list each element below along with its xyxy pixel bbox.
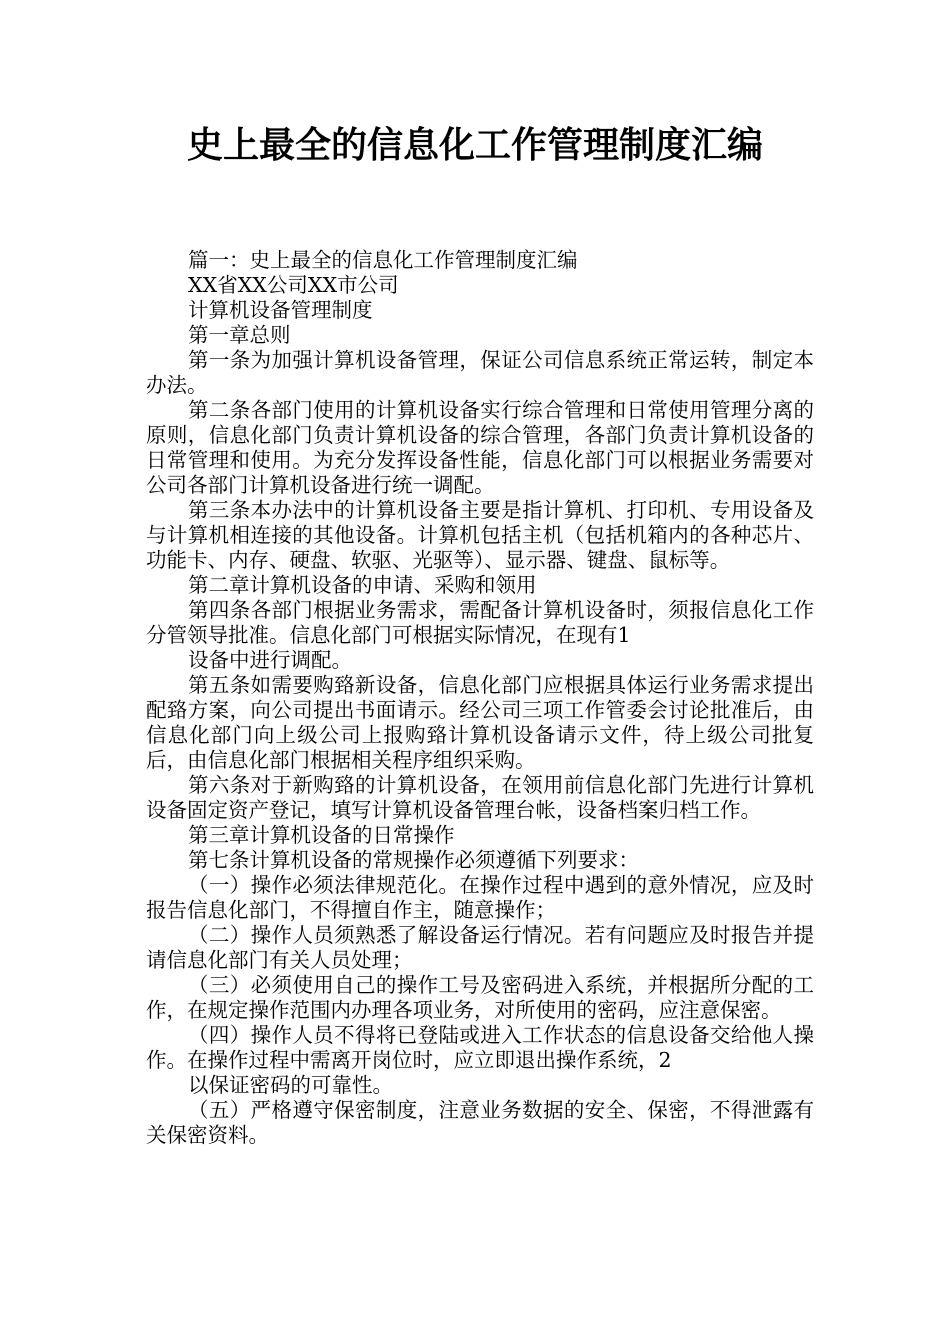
article-paragraph: 第三条本办法中的计算机设备主要是指计算机、打印机、专用设备及与计算机相连接的其他设备。计算机包括主机（包括机箱内的各种芯片、功能卡、内存、硬盘、软驱、光驱等）、显示器、键盘、鼠标等。: [146, 498, 814, 572]
list-item-paragraph: （五）严格遵守保密制度，注意业务数据的安全、保密，不得泄露有关保密资料。: [146, 1098, 814, 1147]
list-item-paragraph: （一）操作必须法律规范化。在操作过程中遇到的意外情况，应及时报告信息化部门，不得擅自作主，随意操作；: [146, 873, 814, 922]
chapter-heading: 第二章计算机设备的申请、采购和领用: [188, 573, 537, 597]
article-paragraph: 第六条对于新购臵的计算机设备，在领用前信息化部门先进行计算机设备固定资产登记，填写计算机设备管理台帐，设备档案归档工作。: [146, 773, 814, 822]
chapter-heading: 第三章计算机设备的日常操作: [188, 823, 455, 847]
regulation-title: 计算机设备管理制度: [188, 298, 373, 322]
article-continuation: 设备中进行调配。: [188, 648, 352, 672]
chapter-heading: 第一章总则: [188, 323, 291, 347]
document-title: 史上最全的信息化工作管理制度汇编: [186, 125, 763, 166]
article-paragraph: 第四条各部门根据业务需求，需配备计算机设备时，须报信息化工作分管领导批准。信息化部门可根据实际情况，在现有1: [146, 598, 814, 647]
article-paragraph: 第二条各部门使用的计算机设备实行综合管理和日常使用管理分离的原则，信息化部门负责计算机设备的综合管理，各部门负责计算机设备的日常管理和使用。为充分发挥设备性能，信息化部门可以根据业务需要对公司各部门计算机设备进行统一调配。: [146, 398, 814, 497]
list-item-paragraph: （三）必须使用自己的操作工号及密码进入系统，并根据所分配的工作，在规定操作范围内办理各项业务，对所使用的密码，应注意保密。: [146, 973, 814, 1022]
article-paragraph: 第七条计算机设备的常规操作必须遵循下列要求：: [188, 848, 639, 872]
company-line: XX省XX公司XX市公司: [188, 273, 399, 297]
article-continuation: 以保证密码的可靠性。: [188, 1073, 393, 1097]
article-paragraph: 第五条如需要购臵新设备，信息化部门应根据具体运行业务需求提出配臵方案，向公司提出书面请示。经公司三项工作管委会讨论批准后，由信息化部门向上级公司上报购臵计算机设备请示文件，待上级公司批复后，由信息化部门根据相关程序组织采购。: [146, 673, 814, 772]
list-item-paragraph: （四）操作人员不得将已登陆或进入工作状态的信息设备交给他人操作。在操作过程中需离开岗位时，应立即退出操作系统，2: [146, 1023, 814, 1072]
document-body: [146, 248, 814, 1148]
list-item-paragraph: （二）操作人员须熟悉了解设备运行情况。若有问题应及时报告并提请信息化部门有关人员处理；: [146, 923, 814, 972]
article-paragraph: 第一条为加强计算机设备管理，保证公司信息系统正常运转，制定本办法。: [146, 348, 814, 397]
section-heading: 篇一：史上最全的信息化工作管理制度汇编: [188, 248, 578, 272]
